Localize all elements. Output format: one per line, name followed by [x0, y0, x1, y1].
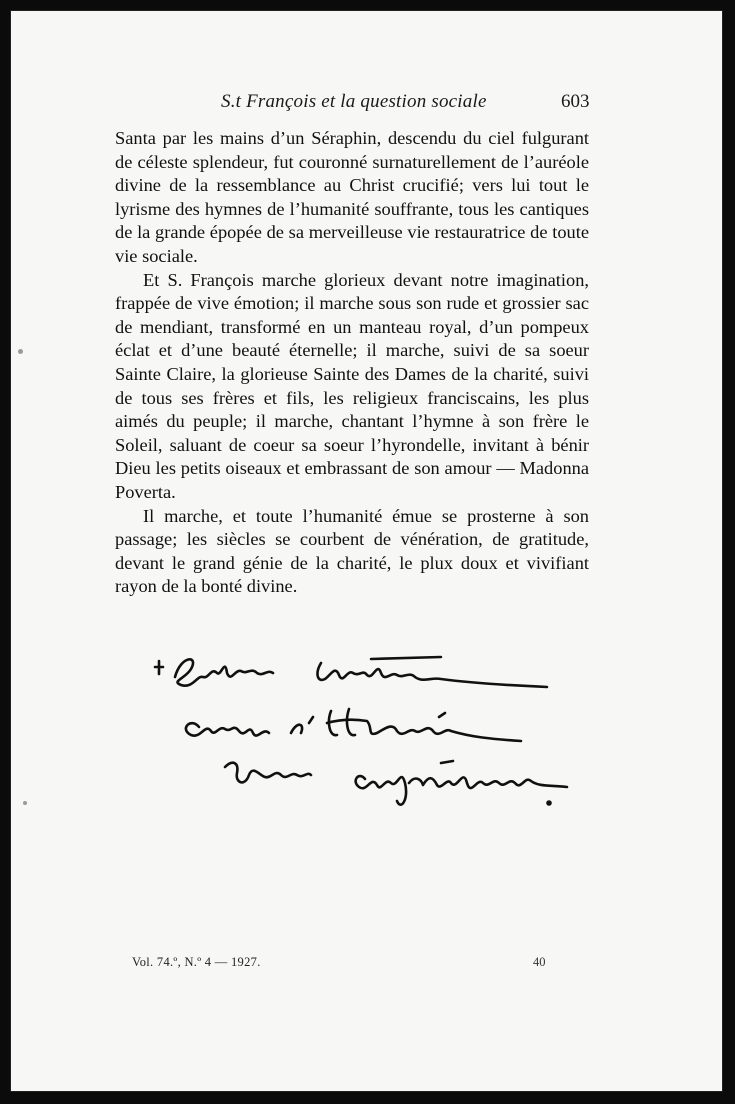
page-number: 603 — [561, 91, 590, 112]
running-header — [11, 91, 724, 117]
paragraph: Santa par les mains d’un Séraphin, descendu du ciel fulgurant de céleste splendeur, fut couronné surnaturellement de l’auréole divine de la ressemblance au Christ crucifié; vers lui tout le lyrisme des hymnes de l’humanité souffrante, tous les cantiques de la grande épopée de sa merveilleuse vie restauratrice de toute vie sociale. — [115, 128, 589, 266]
paper-speck — [23, 801, 27, 805]
paragraph: Il marche, et toute l’humanité émue se prosterne à son passage; les siècles se courbent de vénération, de gratitude, devant le grand génie de la charité, le plux doux et vivifiant rayon de la bonté divine. — [115, 505, 589, 597]
signature-mark: 40 — [533, 955, 546, 969]
paper-speck — [18, 349, 23, 354]
running-title: S.t François et la question sociale — [221, 91, 487, 112]
paragraph: Et S. François marche glorieux devant notre imagination, frappée de vive émotion; il marche sous son rude et grossier sac de mendiant, transformé en un manteau royal, d’un pompeux éclat et d’une beauté éternelle; il marche, suivi de sa soeur Sainte Claire, la glorieuse Sainte des Dames de la charité, suivi de tous ses frères et fils, les religieux franciscains, les plus aimés du peuple; il marche, chantant l’hymne à son frère le Soleil, saluant de coeur sa soeur l’hyrondelle, invitant à bénir Dieu les petits oiseaux et embrassant de son amour — Madonna Poverta. — [115, 269, 589, 502]
signature-drawing — [141, 647, 601, 817]
handwritten-signature — [141, 647, 601, 817]
document-page — [10, 10, 723, 1092]
footer-volume: Vol. 74.º, N.º 4 — 1927. — [132, 955, 261, 969]
body-text — [115, 127, 589, 599]
